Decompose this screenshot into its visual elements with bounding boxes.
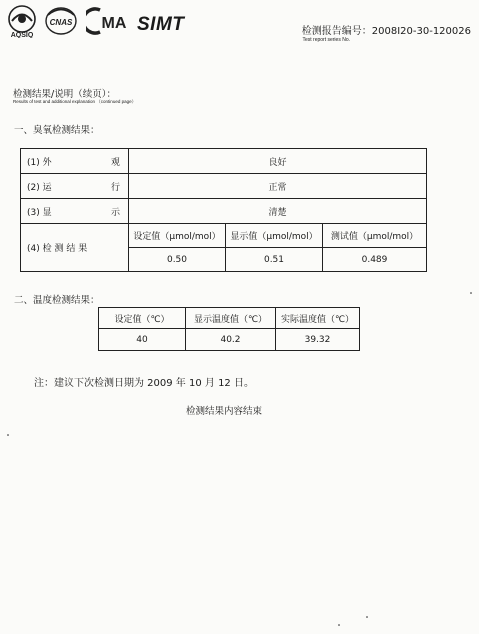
cnas-logo (44, 6, 78, 36)
table-row (99, 308, 360, 329)
table-row (99, 329, 360, 351)
header-cell: 测试值（μmol/mol） (323, 224, 427, 248)
value-cell: 40.2 (186, 329, 276, 351)
simt-logo: SIMT (137, 14, 185, 35)
scan-speck (7, 434, 9, 436)
value-cell: 0.51 (226, 248, 323, 272)
section1-title: 一、臭氧检测结果： (14, 125, 100, 136)
header-cell: 显示值（μmol/mol） (226, 224, 323, 248)
next-test-note: 注：建议下次检测日期为 2009 年 10 月 12 日。 (34, 378, 254, 389)
header-cell: 实际温度值（℃） (276, 308, 360, 329)
value-cell: 0.489 (323, 248, 427, 272)
aqsiq-logo (4, 4, 40, 38)
report-number-label: 检测报告编号： (301, 26, 372, 37)
page-title: 检测结果/说明（续页）： (13, 89, 116, 100)
table-row (21, 199, 427, 224)
value-cell: 40 (99, 329, 186, 351)
row-value: 清楚 (129, 199, 427, 224)
report-number-en: Test report series No. (302, 37, 350, 43)
header-cell: 显示温度值（℃） (186, 308, 276, 329)
scan-speck (338, 624, 340, 626)
value-cell: 39.32 (276, 329, 360, 351)
header-cell: 设定值（μmol/mol） (129, 224, 226, 248)
value-cell: 0.50 (129, 248, 226, 272)
report-number (302, 22, 471, 37)
section2-title: 二、温度检测结果： (14, 295, 100, 306)
row-value: 正常 (129, 174, 427, 199)
header-cell: 设定值（℃） (99, 308, 186, 329)
temperature-table (98, 307, 360, 351)
scan-speck (366, 616, 368, 618)
ozone-table (20, 148, 427, 272)
row-label: (2) 运 行 (21, 174, 129, 199)
cma-logo (86, 6, 132, 36)
row-label: (3) 显 示 (21, 199, 129, 224)
row-value: 良好 (129, 149, 427, 174)
table-row (21, 224, 427, 248)
cma-logo-text: MA (101, 15, 127, 32)
cnas-logo-text: CNAS (49, 18, 73, 27)
end-of-results: 检测结果内容结束 (186, 406, 263, 417)
table-row (21, 149, 427, 174)
row-label: (1) 外 观 (21, 149, 129, 174)
report-number-value: 2008I20-30-120026 (371, 26, 471, 37)
page-subtitle-en: Results of test and additional explanation （continued page） (13, 99, 137, 104)
table-row (21, 174, 427, 199)
scan-speck (470, 292, 472, 294)
aqsiq-logo-text: AQSIQ (10, 32, 34, 38)
result-label: (4) 检 测 结 果 (21, 224, 129, 272)
